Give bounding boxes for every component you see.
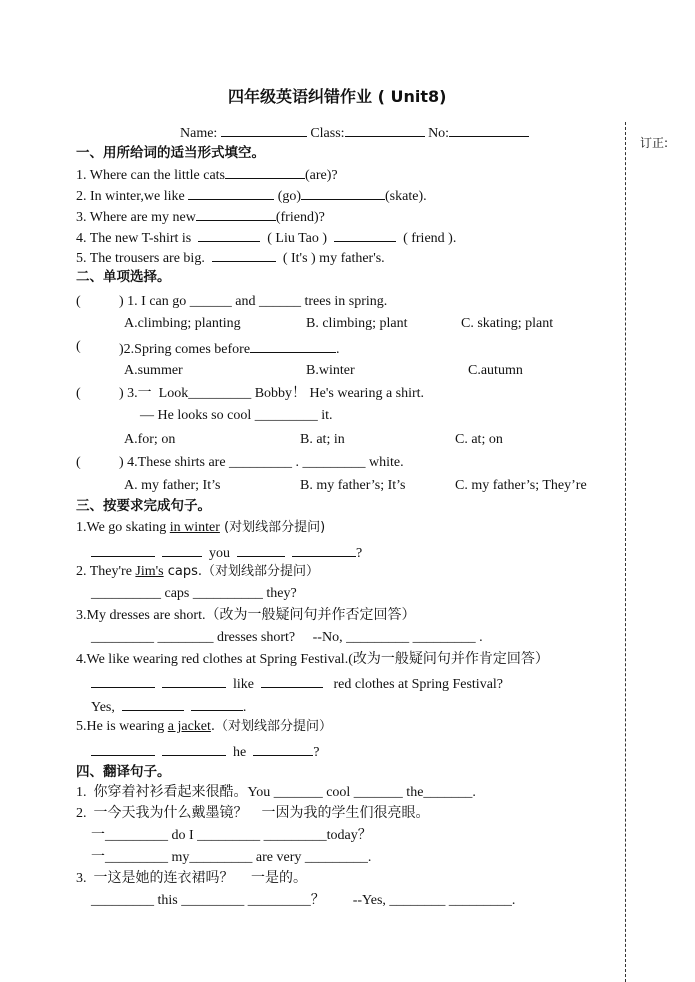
s3-answer-1: you ? [91, 542, 362, 563]
s2-paren: ( [76, 386, 81, 401]
s1-question-3: 3. Where are my new (friend)? [76, 206, 325, 227]
s3-question-2: 2. They're Jim's caps.（对划线部分提问） [76, 564, 320, 579]
answer-blank[interactable] [292, 542, 356, 557]
section-1-heading: 一、用所给词的适当形式填空。 [76, 145, 265, 161]
underlined-phrase: Jim's [135, 564, 164, 579]
answer-blank[interactable] [196, 206, 276, 221]
s2-paren: ( [76, 455, 81, 470]
section-3-heading: 三、按要求完成句子。 [76, 498, 211, 514]
s4-question-3: 3. 一这是她的连衣裙吗？ 一是的。 [76, 871, 307, 886]
section-2-heading: 二、单项选择。 [76, 269, 171, 285]
s3-question-4: 4.We like wearing red clothes at Spring Festival.(改为一般疑问句并作肯定回答） [76, 652, 549, 667]
s3-question-3: 3.My dresses are short.（改为一般疑问句并作否定回答） [76, 608, 416, 623]
s2-q3-option-b[interactable]: B. at; in [300, 432, 345, 447]
name-blank[interactable] [221, 122, 307, 137]
s3-answer-2[interactable]: __________ caps __________ they? [91, 586, 297, 601]
answer-blank[interactable] [91, 741, 155, 756]
answer-blank[interactable] [334, 227, 396, 242]
s2-q1-option-b[interactable]: B. climbing; plant [306, 316, 408, 331]
underlined-phrase: in winter [169, 520, 220, 535]
s4-answer-3[interactable]: _________ this _________ _________？ --Yes, ________ _________. [91, 893, 516, 908]
s1-question-5: 5. The trousers are big. ( It's ) my father's. [76, 247, 385, 268]
answer-blank[interactable] [225, 164, 305, 179]
s3-question-1: 1.We go skating in winter (对划线部分提问) [76, 520, 326, 535]
s2-q4-option-a[interactable]: A. my father; It’s [124, 478, 221, 493]
answer-blank[interactable] [301, 185, 385, 200]
s2-question-1: ) 1. I can go ______ and ______ trees in spring. [119, 294, 388, 309]
s2-question-3-line-2: — He looks so cool _________ it. [140, 408, 333, 423]
s2-paren: ( [76, 294, 81, 309]
s2-q4-option-c[interactable]: C. my father’s; They’re [455, 478, 587, 493]
s2-paren: ( [76, 339, 81, 354]
s3-answer-3[interactable]: _________ ________ dresses short? --No, _________ _________ . [91, 630, 483, 645]
answer-blank[interactable] [162, 673, 226, 688]
section-4-heading: 四、翻译句子。 [76, 764, 171, 780]
answer-blank[interactable] [188, 185, 274, 200]
answer-blank[interactable] [198, 227, 260, 242]
s2-q2-option-c[interactable]: C.autumn [468, 363, 523, 378]
s2-q1-option-a[interactable]: A.climbing; planting [124, 316, 241, 331]
answer-blank[interactable] [212, 247, 276, 262]
header-fields [180, 122, 529, 143]
class-blank[interactable] [345, 122, 425, 137]
s1-question-4: 4. The new T-shirt is ( Liu Tao ) ( friend ). [76, 227, 456, 248]
answer-blank[interactable] [162, 741, 226, 756]
s2-q3-option-a[interactable]: A.for; on [124, 432, 176, 447]
no-label: No: [428, 126, 450, 141]
s1-question-2: 2. In winter,we like (go) (skate). [76, 185, 427, 206]
s3-question-5: 5.He is wearing a jacket.（对划线部分提问） [76, 719, 333, 734]
s1-question-1: 1. Where can the little cats (are)? [76, 164, 338, 185]
s4-answer-2a[interactable]: 一_________ do I _________ _________today？ [91, 828, 372, 843]
s3-answer-5: he ? [91, 741, 319, 762]
answer-blank[interactable] [91, 542, 155, 557]
answer-blank[interactable] [250, 338, 336, 353]
s2-q4-option-b[interactable]: B. my father’s; It’s [300, 478, 406, 493]
fold-line [625, 122, 626, 982]
s2-q3-option-c[interactable]: C. at; on [455, 432, 503, 447]
answer-blank[interactable] [191, 696, 243, 711]
name-label: Name: [180, 126, 218, 141]
answer-blank[interactable] [253, 741, 313, 756]
s2-question-4: ) 4.These shirts are _________ . _________ white. [119, 455, 404, 470]
underlined-phrase: a jacket [167, 719, 211, 734]
s4-question-1: 1. 你穿着衬衫看起来很酷。You _______ cool _______ the_______. [76, 785, 476, 800]
s2-question-3: ) 3.一 Look_________ Bobby！ He's wearing a shirt. [119, 386, 425, 401]
s3-answer-4-reply: Yes, . [91, 696, 246, 717]
answer-blank[interactable] [122, 696, 184, 711]
correction-label: 订正: [640, 136, 669, 150]
s4-question-2: 2. 一今天我为什么戴墨镜？ 一因为我的学生们很亮眼。 [76, 806, 430, 821]
s2-q2-option-a[interactable]: A.summer [124, 363, 183, 378]
s2-q2-option-b[interactable]: B.winter [306, 363, 355, 378]
answer-blank[interactable] [91, 673, 155, 688]
no-blank[interactable] [449, 122, 529, 137]
page-title: 四年级英语纠错作业 ( Unit8) [228, 87, 447, 106]
answer-blank[interactable] [237, 542, 285, 557]
class-label: Class: [310, 126, 345, 141]
answer-blank[interactable] [261, 673, 323, 688]
s3-answer-4: like red clothes at Spring Festival? [91, 673, 503, 694]
s2-q1-option-c[interactable]: C. skating; plant [461, 316, 554, 331]
s2-question-2: )2.Spring comes before . [119, 338, 340, 359]
s4-answer-2b[interactable]: 一_________ my_________ are very _________. [91, 850, 372, 865]
answer-blank[interactable] [162, 542, 202, 557]
